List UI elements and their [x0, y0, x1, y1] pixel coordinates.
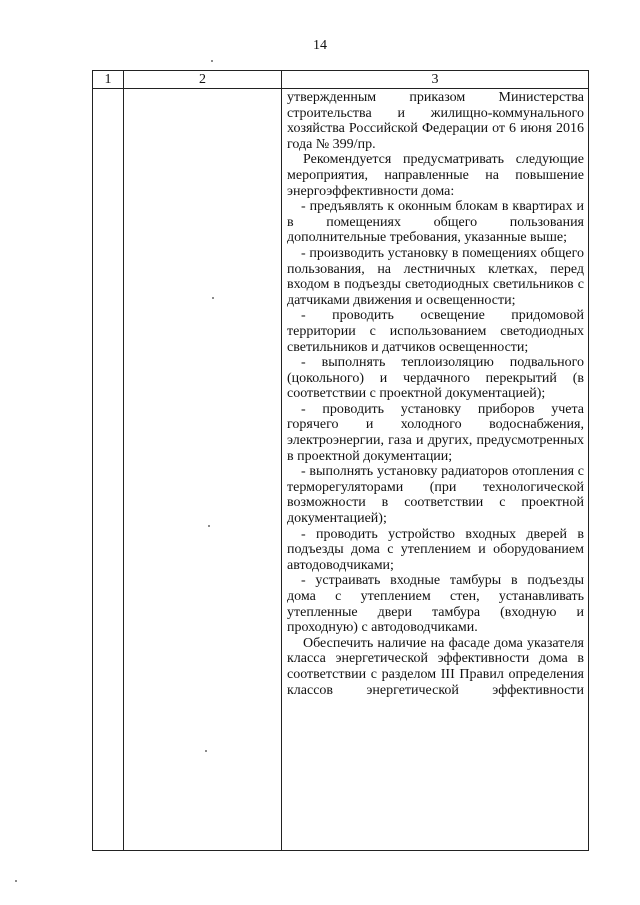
table-header-row	[93, 71, 589, 89]
list-item: - выполнять теплоизоляцию подвального (цокольного) и чердачного перекрытий (в соответствии с проектной документацией);	[287, 355, 584, 402]
list-item: - проводить устройство входных дверей в подъезды дома с утеплением и оборудованием автодоводчиками;	[287, 526, 584, 573]
scan-speck	[212, 297, 214, 299]
column-header-2: 2	[124, 71, 282, 89]
column-header-3: 3	[282, 71, 589, 89]
list-item: - производить установку в помещениях общего пользования, на лестничных клетках, перед входом в подъезды светодиодных светильников с датчиками движения и освещенности;	[287, 245, 584, 308]
table-row	[93, 89, 589, 851]
list-item: - проводить освещение придомовой территории с использованием светодиодных светильников и датчиков освещенности;	[287, 308, 584, 355]
paragraph-order-reference: утвержденным приказом Министерства строительства и жилищно-коммунального хозяйства Российской Федерации от 6 июня 2016 года № 399/пр.	[287, 90, 584, 152]
document-table	[92, 70, 589, 851]
scan-speck	[211, 60, 213, 62]
scan-speck	[205, 750, 207, 752]
page-number: 14	[313, 38, 327, 53]
column-header-1: 1	[93, 71, 124, 89]
paragraph-energy-class-indicator: Обеспечить наличие на фасаде дома указателя класса энергетической эффективности дома в соответствии с разделом III Правил определения классов энергетической эффективности	[287, 635, 584, 698]
list-item: - устраивать входные тамбуры в подъезды дома с утеплением стен, устанавливать утепленные двери тамбура (входную и проходную) с автодоводчиками.	[287, 573, 584, 636]
column-1-cell	[93, 89, 124, 851]
scan-speck	[15, 880, 17, 882]
column-3-cell	[282, 89, 589, 851]
list-item: - выполнять установку радиаторов отопления с терморегуляторами (при технологической возможности в соответствии с проектной документацией);	[287, 464, 584, 527]
column-2-cell	[124, 89, 282, 851]
list-item: - предъявлять к оконным блокам в квартирах и в помещениях общего пользования дополнительные требования, указанные выше;	[287, 199, 584, 246]
list-item: - проводить установку приборов учета горячего и холодного водоснабжения, электроэнергии, газа и других, предусмотренных в проектной документации;	[287, 401, 584, 464]
scan-speck	[208, 525, 210, 527]
paragraph-recommendation-intro: Рекомендуется предусматривать следующие мероприятия, направленные на повышение энергоэффективности дома:	[287, 152, 584, 199]
